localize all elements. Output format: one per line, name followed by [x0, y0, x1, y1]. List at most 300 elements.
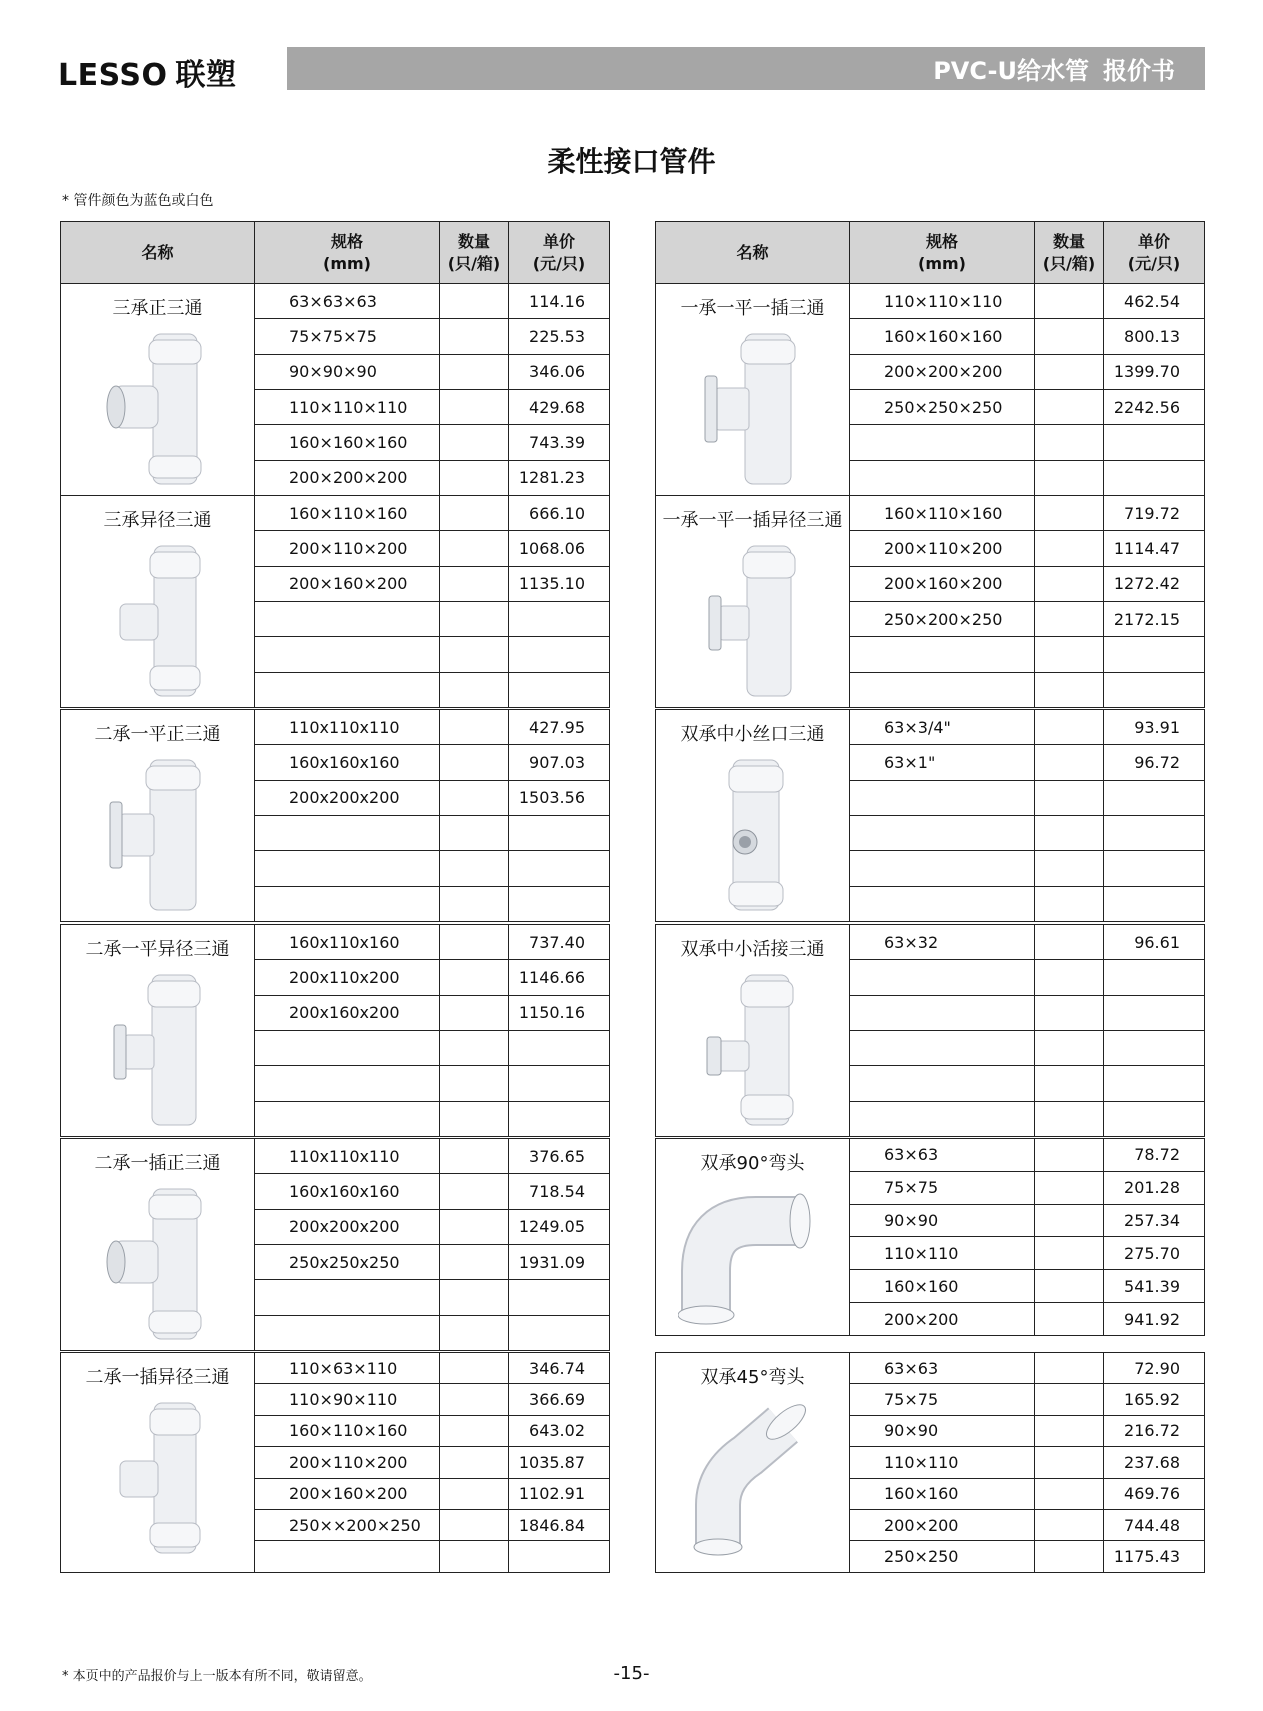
price-cell: [509, 672, 610, 707]
price-cell: 1150.16: [509, 995, 610, 1030]
spec-cell: 63×63: [850, 1139, 1035, 1172]
fitting-name: 双承90°弯头: [700, 1153, 805, 1174]
spec-cell: 160x160x160: [255, 745, 440, 780]
price-cell: 643.02: [509, 1415, 610, 1446]
spec-cell: 110×110×110: [255, 389, 440, 424]
qty-cell: [440, 1447, 509, 1478]
qty-cell: [440, 319, 509, 354]
qty-cell: [1035, 1353, 1104, 1384]
table-row: [61, 284, 610, 319]
price-cell: 1135.10: [509, 566, 610, 601]
spec-cell: 200×200: [850, 1303, 1035, 1336]
col-qty-header-line1: 数量: [1052, 231, 1085, 251]
qty-cell: [440, 672, 509, 707]
spec-cell: 200x160x200: [255, 995, 440, 1030]
price-cell: 78.72: [1104, 1139, 1205, 1172]
price-cell: [1104, 672, 1205, 707]
fitting-name-cell: [61, 710, 255, 922]
color-note: * 管件颜色为蓝色或白色: [62, 193, 214, 209]
col-price-header-line1: 单价: [542, 231, 575, 251]
price-table: [60, 221, 610, 496]
footer-note: * 本页中的产品报价与上一版本有所不同，敬请留意。: [62, 1669, 372, 1684]
price-cell: [509, 601, 610, 636]
qty-cell: [440, 1139, 509, 1174]
qty-cell: [440, 284, 509, 319]
spec-cell: [850, 886, 1035, 921]
spec-cell: [850, 995, 1035, 1030]
qty-cell: [440, 1415, 509, 1446]
reducing-tee-icon: [98, 538, 218, 707]
spec-cell: 200×200: [850, 1509, 1035, 1540]
spec-cell: 200×160×200: [850, 566, 1035, 601]
spec-cell: [850, 425, 1035, 460]
qty-cell: [440, 425, 509, 460]
qty-cell: [1035, 1270, 1104, 1303]
price-cell: [509, 1066, 610, 1101]
col-spec-header-line2: (mm): [918, 253, 966, 273]
brand-logo: [58, 50, 236, 94]
col-qty-header: [1035, 222, 1104, 284]
price-cell: 1249.05: [509, 1209, 610, 1244]
qty-cell: [440, 886, 509, 921]
qty-cell: [1035, 1204, 1104, 1237]
fitting-name: 三承正三通: [112, 298, 203, 319]
qty-cell: [440, 566, 509, 601]
header-row: [61, 222, 610, 284]
col-name-header: [656, 222, 850, 284]
qty-cell: [1035, 995, 1104, 1030]
qty-cell: [440, 637, 509, 672]
col-price-header-line2: (元/只): [532, 253, 586, 273]
price-cell: 1503.56: [509, 780, 610, 815]
fitting-name: 三承异径三通: [103, 510, 212, 531]
table-row: [61, 1139, 610, 1174]
qty-cell: [1035, 1509, 1104, 1540]
qty-cell: [1035, 672, 1104, 707]
price-cell: 275.70: [1104, 1237, 1205, 1270]
price-cell: 1102.91: [509, 1478, 610, 1509]
fitting-name: 二承一插异径三通: [85, 1367, 230, 1388]
price-cell: [509, 1280, 610, 1315]
spec-cell: 160×110×160: [255, 496, 440, 531]
col-spec-header-line2: (mm): [323, 253, 371, 273]
spec-cell: [255, 1541, 440, 1572]
spec-cell: 110×90×110: [255, 1384, 440, 1415]
qty-cell: [1035, 815, 1104, 850]
union-tee-icon: [693, 967, 813, 1136]
spec-cell: 200×110×200: [255, 531, 440, 566]
price-cell: 541.39: [1104, 1270, 1205, 1303]
spec-cell: 200×200×200: [850, 354, 1035, 389]
spec-cell: 90×90×90: [255, 354, 440, 389]
col-qty-header-line2: (只/箱): [1042, 253, 1096, 273]
fitting-name: 双承中小丝口三通: [680, 724, 825, 745]
qty-cell: [440, 925, 509, 960]
qty-cell: [1035, 601, 1104, 636]
spec-cell: 63×1": [850, 745, 1035, 780]
spec-cell: 160x160x160: [255, 1174, 440, 1209]
qty-cell: [1035, 1541, 1104, 1572]
price-cell: [1104, 460, 1205, 495]
spec-cell: 110×63×110: [255, 1353, 440, 1384]
price-cell: [509, 1541, 610, 1572]
spec-cell: 160×160: [850, 1270, 1035, 1303]
price-cell: 346.74: [509, 1353, 610, 1384]
spec-cell: 160×110×160: [255, 1415, 440, 1446]
qty-cell: [440, 496, 509, 531]
price-cell: [1104, 886, 1205, 921]
spec-cell: 200x200x200: [255, 1209, 440, 1244]
header-row: [656, 222, 1205, 284]
price-cell: [1104, 815, 1205, 850]
doc-title-b: 报价书: [1103, 57, 1175, 85]
spec-cell: 160×160×160: [850, 319, 1035, 354]
price-cell: [1104, 1066, 1205, 1101]
price-cell: 1281.23: [509, 460, 610, 495]
spec-cell: [850, 960, 1035, 995]
qty-cell: [440, 1280, 509, 1315]
col-name-header-line1: 名称: [736, 242, 769, 262]
spec-cell: [255, 886, 440, 921]
qty-cell: [440, 1174, 509, 1209]
price-cell: 346.06: [509, 354, 610, 389]
qty-cell: [1035, 1478, 1104, 1509]
col-price-header-line1: 单价: [1137, 231, 1170, 251]
price-cell: [509, 1101, 610, 1136]
qty-cell: [440, 1101, 509, 1136]
qty-cell: [440, 354, 509, 389]
qty-cell: [1035, 425, 1104, 460]
qty-cell: [1035, 1303, 1104, 1336]
spec-cell: [850, 1101, 1035, 1136]
col-qty-header-line1: 数量: [457, 231, 490, 251]
qty-cell: [440, 1209, 509, 1244]
flanged-reducing-tee-icon: [693, 538, 813, 707]
table-row: [61, 496, 610, 531]
spec-cell: [255, 601, 440, 636]
page-title: 柔性接口管件: [547, 145, 716, 178]
price-cell: 237.68: [1104, 1447, 1205, 1478]
table-row: [656, 1139, 1205, 1172]
spec-cell: 200×160×200: [255, 1478, 440, 1509]
qty-cell: [1035, 1066, 1104, 1101]
brand-en: LESSO: [58, 58, 168, 93]
qty-cell: [440, 1353, 509, 1384]
col-price-header-line2: (元/只): [1127, 253, 1181, 273]
page-number: -15-: [613, 1663, 650, 1684]
price-cell: 257.34: [1104, 1204, 1205, 1237]
price-table: [60, 495, 610, 708]
qty-cell: [440, 851, 509, 886]
price-cell: 1272.42: [1104, 566, 1205, 601]
qty-cell: [1035, 531, 1104, 566]
spec-cell: 160x110x160: [255, 925, 440, 960]
price-cell: [1104, 851, 1205, 886]
qty-cell: [1035, 1030, 1104, 1065]
col-spec-header: [255, 222, 440, 284]
price-cell: 93.91: [1104, 710, 1205, 745]
price-cell: [509, 1315, 610, 1350]
spec-cell: [850, 637, 1035, 672]
price-cell: [509, 815, 610, 850]
table-row: [656, 284, 1205, 319]
qty-cell: [440, 710, 509, 745]
table-row: [61, 925, 610, 960]
price-cell: 1035.87: [509, 1447, 610, 1478]
price-table: [60, 924, 610, 1137]
fitting-name-cell: [656, 710, 850, 922]
price-cell: 376.65: [509, 1139, 610, 1174]
fitting-name-cell: [61, 496, 255, 708]
table-row: [656, 496, 1205, 531]
qty-cell: [1035, 1171, 1104, 1204]
spec-cell: [255, 1030, 440, 1065]
col-spec-header: [850, 222, 1035, 284]
fitting-name: 一承一平一插异径三通: [662, 510, 843, 531]
spec-cell: [850, 460, 1035, 495]
price-table: [655, 221, 1205, 496]
price-cell: 743.39: [509, 425, 610, 460]
brand-cn: 联塑: [175, 58, 237, 93]
table-row: [656, 710, 1205, 745]
price-cell: 216.72: [1104, 1415, 1205, 1446]
col-price-header: [1104, 222, 1205, 284]
fitting-name-cell: [61, 284, 255, 496]
price-cell: [1104, 995, 1205, 1030]
tee-fitting-icon: [98, 1181, 218, 1350]
qty-cell: [1035, 780, 1104, 815]
qty-cell: [1035, 851, 1104, 886]
table-row: [61, 710, 610, 745]
tee-fitting-icon: [98, 326, 218, 495]
qty-cell: [1035, 745, 1104, 780]
spec-cell: 110×110: [850, 1237, 1035, 1270]
price-cell: [1104, 1101, 1205, 1136]
price-cell: 666.10: [509, 496, 610, 531]
spec-cell: 200×110×200: [255, 1447, 440, 1478]
col-spec-header-line1: 规格: [925, 231, 958, 251]
spec-cell: 250x250x250: [255, 1244, 440, 1279]
price-cell: [509, 851, 610, 886]
price-cell: [1104, 425, 1205, 460]
price-cell: [509, 886, 610, 921]
price-cell: 96.61: [1104, 925, 1205, 960]
qty-cell: [1035, 886, 1104, 921]
flanged-tee-icon: [693, 326, 813, 495]
spec-cell: 63×3/4": [850, 710, 1035, 745]
col-spec-header-line1: 规格: [330, 231, 363, 251]
fitting-name: 二承一平异径三通: [85, 939, 230, 960]
price-cell: 1114.47: [1104, 531, 1205, 566]
col-qty-header: [440, 222, 509, 284]
table-row: [656, 1353, 1205, 1384]
spec-cell: [850, 851, 1035, 886]
price-cell: [1104, 637, 1205, 672]
price-table: [60, 1352, 610, 1573]
qty-cell: [440, 1541, 509, 1572]
spec-cell: 250×250×250: [850, 389, 1035, 424]
price-cell: 114.16: [509, 284, 610, 319]
spec-cell: [255, 672, 440, 707]
qty-cell: [1035, 1237, 1104, 1270]
fitting-name: 一承一平一插三通: [680, 298, 825, 319]
col-price-header: [509, 222, 610, 284]
spec-cell: 75×75×75: [255, 319, 440, 354]
price-table: [655, 709, 1205, 922]
spec-cell: 160×160: [850, 1478, 1035, 1509]
spec-cell: 200×110×200: [850, 531, 1035, 566]
price-cell: 2172.15: [1104, 601, 1205, 636]
price-cell: 1931.09: [509, 1244, 610, 1279]
qty-cell: [440, 460, 509, 495]
flanged-tee-icon: [98, 752, 218, 921]
fitting-name-cell: [61, 925, 255, 1137]
qty-cell: [1035, 354, 1104, 389]
price-cell: 718.54: [509, 1174, 610, 1209]
spec-cell: 250×200×250: [850, 601, 1035, 636]
spec-cell: [255, 851, 440, 886]
qty-cell: [1035, 460, 1104, 495]
spec-cell: 63×63×63: [255, 284, 440, 319]
spec-cell: 90×90: [850, 1204, 1035, 1237]
spec-cell: 250×250: [850, 1541, 1035, 1572]
header-bar: [287, 47, 1205, 90]
fitting-name: 双承中小活接三通: [680, 939, 825, 960]
price-cell: 165.92: [1104, 1384, 1205, 1415]
fitting-name-cell: [656, 1139, 850, 1336]
spec-cell: [255, 1066, 440, 1101]
price-table: [655, 1352, 1205, 1573]
qty-cell: [1035, 389, 1104, 424]
spec-cell: [255, 637, 440, 672]
qty-cell: [1035, 637, 1104, 672]
price-cell: [1104, 780, 1205, 815]
price-cell: 744.48: [1104, 1509, 1205, 1540]
qty-cell: [440, 1478, 509, 1509]
spec-cell: 200×160×200: [255, 566, 440, 601]
price-cell: 800.13: [1104, 319, 1205, 354]
spec-cell: 110x110x110: [255, 710, 440, 745]
threaded-tee-icon: [693, 752, 813, 921]
spec-cell: [255, 815, 440, 850]
doc-title-a: PVC-U给水管: [933, 57, 1089, 85]
reducing-tee-icon: [98, 1395, 218, 1564]
spec-cell: 75×75: [850, 1384, 1035, 1415]
qty-cell: [1035, 1415, 1104, 1446]
spec-cell: 110×110: [850, 1447, 1035, 1478]
qty-cell: [440, 1315, 509, 1350]
qty-cell: [440, 1066, 509, 1101]
spec-cell: 110×110×110: [850, 284, 1035, 319]
qty-cell: [1035, 1101, 1104, 1136]
qty-cell: [440, 995, 509, 1030]
price-cell: 719.72: [1104, 496, 1205, 531]
price-cell: 1146.66: [509, 960, 610, 995]
fitting-name-cell: [656, 284, 850, 496]
price-cell: [509, 637, 610, 672]
spec-cell: 200x110x200: [255, 960, 440, 995]
spec-cell: [850, 1030, 1035, 1065]
fitting-name: 二承一平正三通: [94, 724, 221, 745]
qty-cell: [440, 1030, 509, 1065]
spec-cell: 160×160×160: [255, 425, 440, 460]
qty-cell: [1035, 960, 1104, 995]
qty-cell: [1035, 1384, 1104, 1415]
fitting-name-cell: [656, 496, 850, 708]
qty-cell: [440, 389, 509, 424]
spec-cell: 160×110×160: [850, 496, 1035, 531]
spec-cell: [850, 815, 1035, 850]
qty-cell: [440, 1244, 509, 1279]
spec-cell: 63×32: [850, 925, 1035, 960]
qty-cell: [1035, 925, 1104, 960]
price-cell: 469.76: [1104, 1478, 1205, 1509]
price-cell: 201.28: [1104, 1171, 1205, 1204]
spec-cell: 75×75: [850, 1171, 1035, 1204]
spec-cell: 90×90: [850, 1415, 1035, 1446]
spec-cell: [255, 1315, 440, 1350]
price-cell: 2242.56: [1104, 389, 1205, 424]
qty-cell: [1035, 710, 1104, 745]
qty-cell: [440, 815, 509, 850]
price-cell: 907.03: [509, 745, 610, 780]
spec-cell: 250××200×250: [255, 1509, 440, 1540]
fitting-name-cell: [656, 925, 850, 1137]
qty-cell: [440, 531, 509, 566]
qty-cell: [1035, 566, 1104, 601]
elbow-90-icon: [678, 1181, 828, 1335]
price-table: [655, 924, 1205, 1137]
qty-cell: [1035, 319, 1104, 354]
elbow-45-icon: [678, 1395, 828, 1564]
fitting-name-cell: [61, 1139, 255, 1351]
price-cell: [1104, 960, 1205, 995]
col-qty-header-line2: (只/箱): [447, 253, 501, 273]
price-cell: 1846.84: [509, 1509, 610, 1540]
price-cell: 72.90: [1104, 1353, 1205, 1384]
price-cell: 1175.43: [1104, 1541, 1205, 1572]
price-cell: 462.54: [1104, 284, 1205, 319]
price-cell: 225.53: [509, 319, 610, 354]
qty-cell: [1035, 1139, 1104, 1172]
table-row: [61, 1353, 610, 1384]
price-cell: 1399.70: [1104, 354, 1205, 389]
col-name-header-line1: 名称: [141, 242, 174, 262]
fitting-name-cell: [61, 1353, 255, 1573]
price-cell: 96.72: [1104, 745, 1205, 780]
table-row: [656, 925, 1205, 960]
qty-cell: [440, 960, 509, 995]
price-cell: 429.68: [509, 389, 610, 424]
spec-cell: 200×200×200: [255, 460, 440, 495]
qty-cell: [440, 1384, 509, 1415]
spec-cell: [255, 1280, 440, 1315]
spec-cell: 63×63: [850, 1353, 1035, 1384]
fitting-name: 双承45°弯头: [700, 1367, 805, 1388]
price-table: [655, 1138, 1205, 1336]
qty-cell: [1035, 1447, 1104, 1478]
fitting-name: 二承一插正三通: [94, 1153, 221, 1174]
spec-cell: [850, 1066, 1035, 1101]
spec-cell: 110x110x110: [255, 1139, 440, 1174]
flanged-reducing-tee-icon: [98, 967, 218, 1136]
qty-cell: [1035, 284, 1104, 319]
fitting-name-cell: [656, 1353, 850, 1573]
spec-cell: [850, 672, 1035, 707]
price-table: [60, 1138, 610, 1351]
price-table: [60, 709, 610, 922]
price-cell: 737.40: [509, 925, 610, 960]
